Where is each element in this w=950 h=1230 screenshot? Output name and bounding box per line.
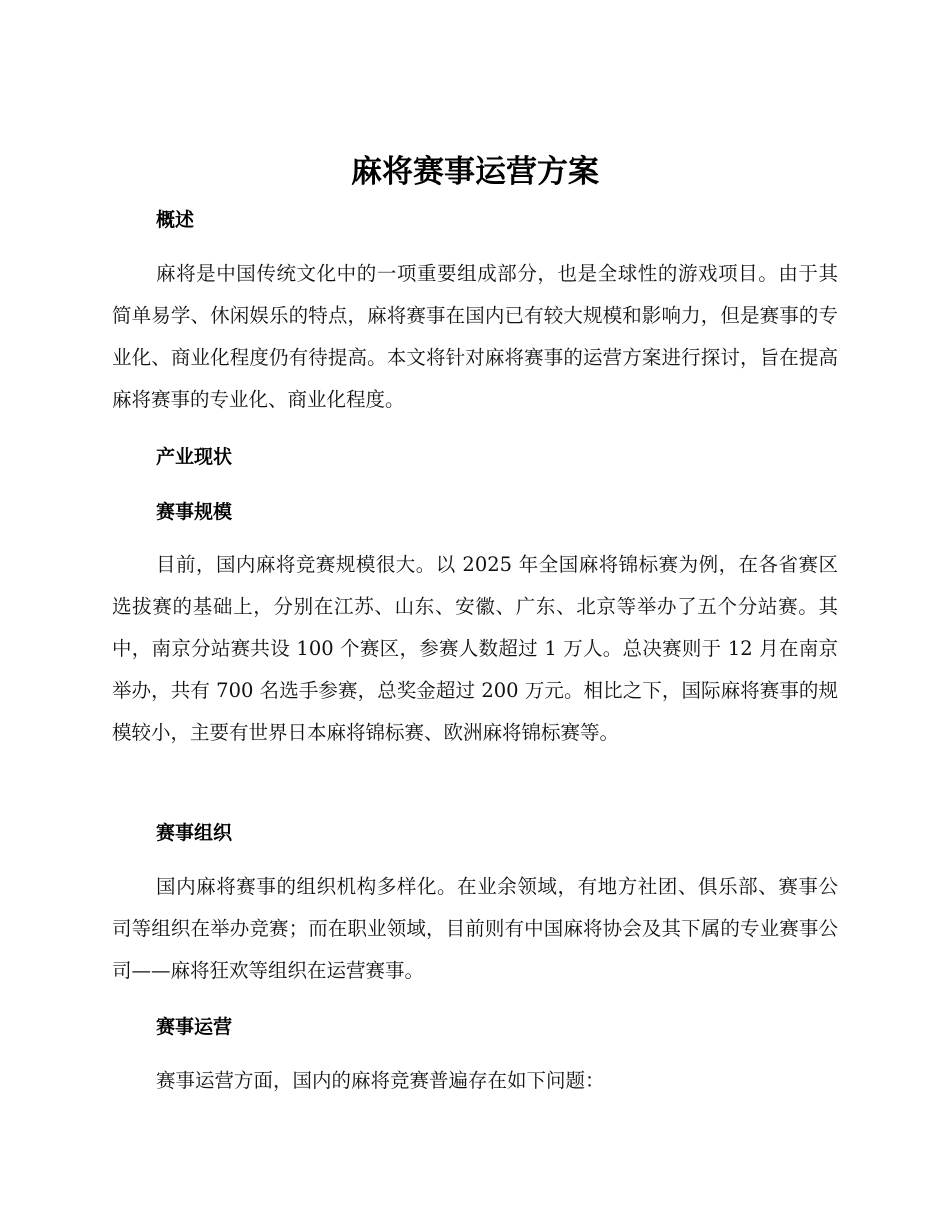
section-heading-overview: 概述: [156, 209, 195, 231]
document-title: 麻将赛事运营方案: [351, 154, 599, 190]
section-heading-event-operation: 赛事运营: [156, 1016, 233, 1038]
section-heading-event-scale: 赛事规模: [156, 501, 233, 523]
section-paragraph-overview: 麻将是中国传统文化中的一项重要组成部分，也是全球性的游戏项目。由于其简单易学、休闲娱乐的特点，麻将赛事在国内已有较大规模和影响力，但是赛事的专业化、商业化程度仍有待提高。本文将针对麻将赛事的运营方案进行探讨，旨在提高麻将赛事的专业化、商业化程度。: [112, 262, 838, 411]
section-paragraph-event-organization: 国内麻将赛事的组织机构多样化。在业余领域，有地方社团、俱乐部、赛事公司等组织在举办竞赛；而在职业领域，目前则有中国麻将协会及其下属的专业赛事公司——麻将狂欢等组织在运营赛事。: [112, 875, 838, 982]
section-heading-industry-status: 产业现状: [156, 446, 233, 468]
section-heading-event-organization: 赛事组织: [156, 822, 233, 844]
section-paragraph-event-scale: 目前，国内麻将竞赛规模很大。以 2025 年全国麻将锦标赛为例，在各省赛区选拔赛的基础上，分别在江苏、山东、安徽、广东、北京等举办了五个分站赛。其中，南京分站赛共设 100 个赛区，参赛人数超过 1 万人。总决赛则于 12 月在南京举办，共有 700 名选手参赛，总奖金超过 200 万元。相比之下，国际麻将赛事的规模较小，主要有世界日本麻将锦标赛、欧洲麻将锦标赛等。: [112, 553, 838, 744]
section-paragraph-event-operation: 赛事运营方面，国内的麻将竞赛普遍存在如下问题：: [156, 1069, 605, 1092]
